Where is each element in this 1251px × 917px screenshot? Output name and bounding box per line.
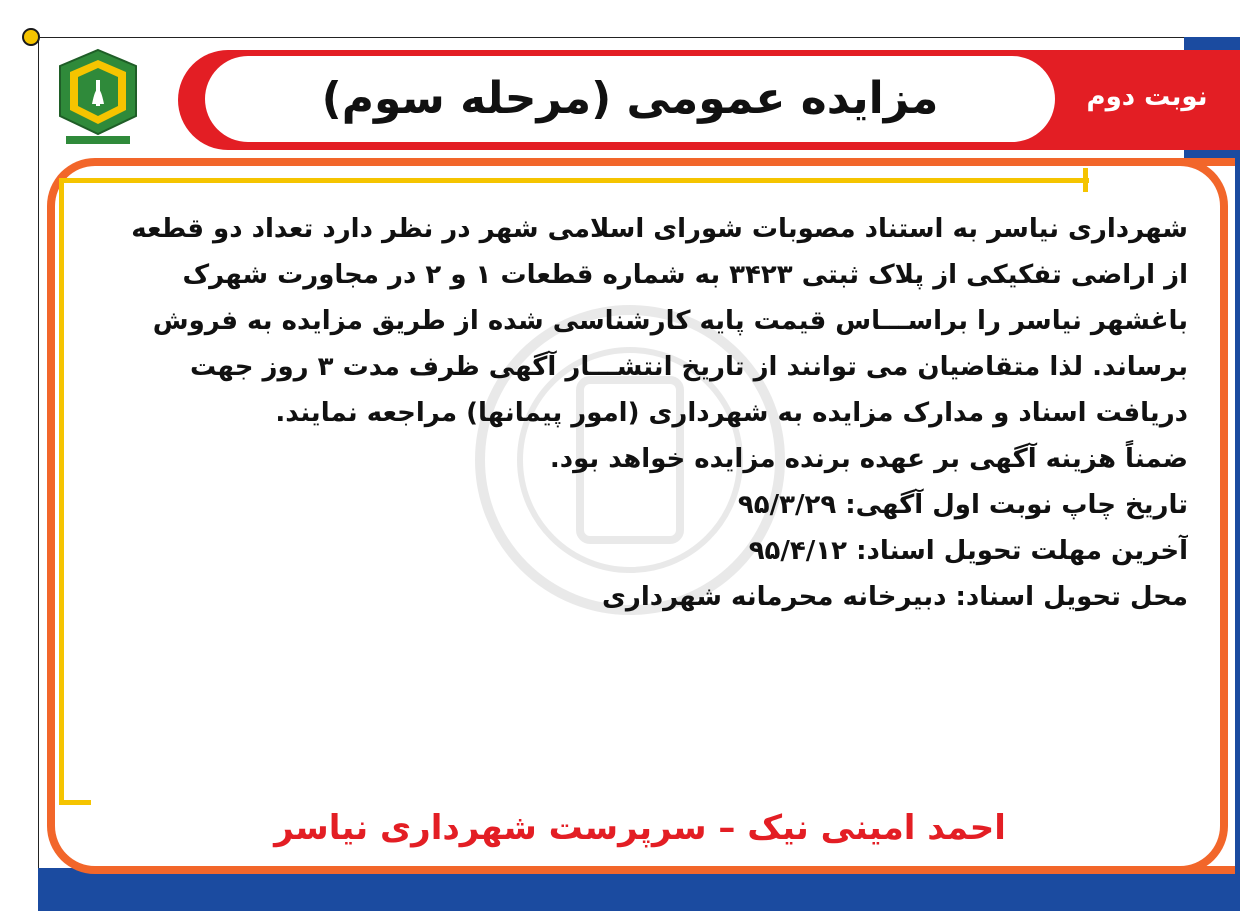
- municipality-emblem-icon: [48, 44, 148, 150]
- yellow-rule-vertical: [59, 178, 64, 804]
- round-label: نوبت دوم: [1086, 82, 1208, 112]
- municipality-logo: [48, 44, 148, 150]
- yellow-tick: [1083, 168, 1088, 192]
- signature: احمد امینی نیک – سرپرست شهرداری نیاسر: [274, 808, 1006, 848]
- body-line: ضمناً هزینه آگهی بر عهده برنده مزایده خواهد بود.: [549, 444, 1188, 474]
- announcement-body: [78, 206, 1188, 620]
- yellow-rule-bottom: [59, 800, 91, 805]
- blue-bottom-bar: [38, 868, 1240, 911]
- body-line: شهرداری نیاسر به استناد مصوبات شورای اسلامی شهر در نظر دارد تعداد دو قطعه: [131, 214, 1188, 244]
- yellow-rule-top: [59, 178, 1089, 183]
- print-date-line: تاریخ چاپ نوبت اول آگهی: ۹۵/۳/۲۹: [737, 490, 1188, 520]
- body-line: دریافت اسناد و مدارک مزایده به شهرداری (امور پیمانها) مراجعه نمایند.: [275, 398, 1188, 428]
- deadline-line: آخرین مهلت تحویل اسناد: ۹۵/۴/۱۲: [748, 536, 1188, 566]
- body-line: برساند. لذا متقاضیان می توانند از تاریخ انتشـــار آگهی ظرف مدت ۳ روز جهت: [190, 352, 1188, 382]
- body-line: باغشهر نیاسر را براســـاس قیمت پایه کارشناسی شده از طریق مزایده به فروش: [152, 306, 1188, 336]
- body-line: از اراضی تفکیکی از پلاک ثبتی ۳۴۲۳ به شماره قطعات ۱ و ۲ در مجاورت شهرک: [182, 260, 1188, 290]
- delivery-place-line: محل تحویل اسناد: دبیرخانه محرمانه شهرداری: [602, 582, 1188, 612]
- page-title: مزایده عمومی (مرحله سوم): [321, 73, 939, 124]
